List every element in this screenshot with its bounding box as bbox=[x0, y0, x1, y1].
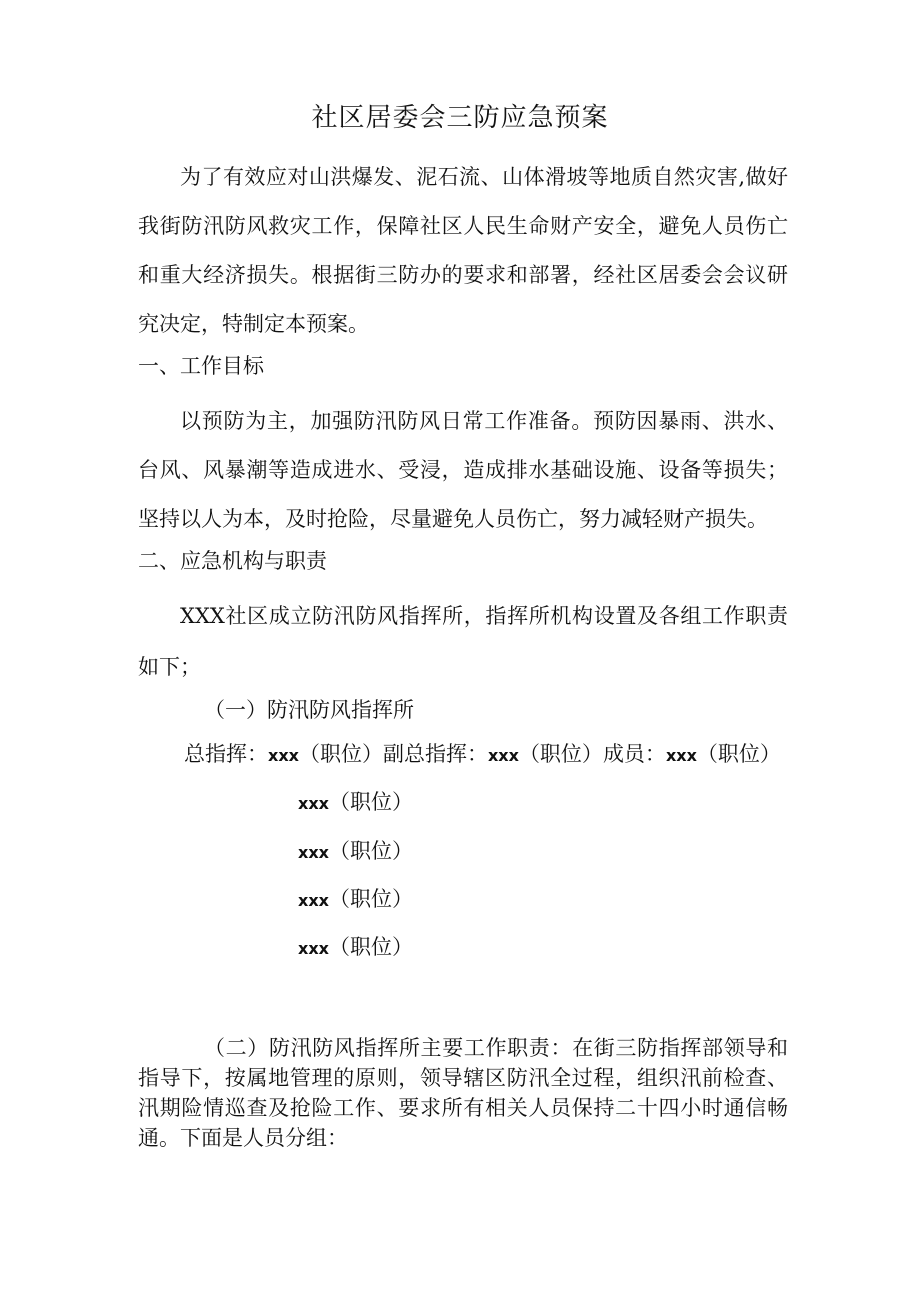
member-row bbox=[298, 931, 413, 965]
member-row-name: xxx bbox=[298, 843, 329, 862]
command-post-duties-paragraph: （二）防汛防风指挥所主要工作职责：在街三防指挥部领导和指导下，按属地管理的原则，领导辖区防汛全过程，组织汛前检查、汛期险情巡查及抢险工作、要求所有相关人员保持二十四小时通信畅通。下面是人员分组： bbox=[138, 1036, 788, 1150]
member-position: （职位） bbox=[696, 742, 781, 766]
member-row bbox=[298, 835, 413, 869]
document-title: 社区居委会三防应急预案 bbox=[311, 103, 609, 133]
emergency-org-paragraph: XXX社区成立防汛防风指挥所，指挥所机构设置及各组工作职责如下； bbox=[138, 604, 788, 679]
roster-leaders-line bbox=[184, 738, 781, 772]
deputy-position: （职位） bbox=[518, 742, 603, 766]
member-label: 成员： bbox=[602, 742, 666, 766]
section-heading-work-goals: 一、工作目标 bbox=[138, 354, 264, 378]
deputy-label: 副总指挥： bbox=[382, 742, 488, 766]
member-row bbox=[298, 883, 413, 917]
member-row-position: （职位） bbox=[328, 887, 413, 911]
deputy-name: xxx bbox=[487, 746, 519, 765]
member-row bbox=[298, 786, 413, 820]
work-goals-paragraph: 以预防为主，加强防汛防风日常工作准备。预防因暴雨、洪水、台风、风暴潮等造成进水、受浸，造成排水基础设施、设备等损失；坚持以人为本，及时抢险，尽量避免人员伤亡，努力减轻财产损失。 bbox=[138, 409, 788, 531]
commander-label: 总指挥： bbox=[184, 742, 268, 766]
subsection-heading-command-post: （一）防汛防风指挥所 bbox=[204, 698, 414, 722]
intro-paragraph: 为了有效应对山洪爆发、泥石流、山体滑坡等地质自然灾害,做好我街防汛防风救灾工作，保障社区人民生命财产安全，避免人员伤亡和重大经济损失。根据街三防办的要求和部署，经社区居委会会议研究决定，特制定本预案。 bbox=[138, 165, 788, 336]
member-row-position: （职位） bbox=[328, 839, 413, 863]
commander-name: xxx bbox=[268, 746, 299, 765]
commander-position: （职位） bbox=[298, 742, 383, 766]
member-row-name: xxx bbox=[298, 891, 329, 910]
section-heading-emergency-org: 二、应急机构与职责 bbox=[138, 549, 327, 573]
member-name: xxx bbox=[665, 746, 697, 765]
member-row-name: xxx bbox=[298, 939, 329, 958]
member-row-position: （职位） bbox=[328, 790, 413, 814]
member-row-position: （职位） bbox=[328, 935, 413, 959]
member-row-name: xxx bbox=[298, 794, 329, 813]
